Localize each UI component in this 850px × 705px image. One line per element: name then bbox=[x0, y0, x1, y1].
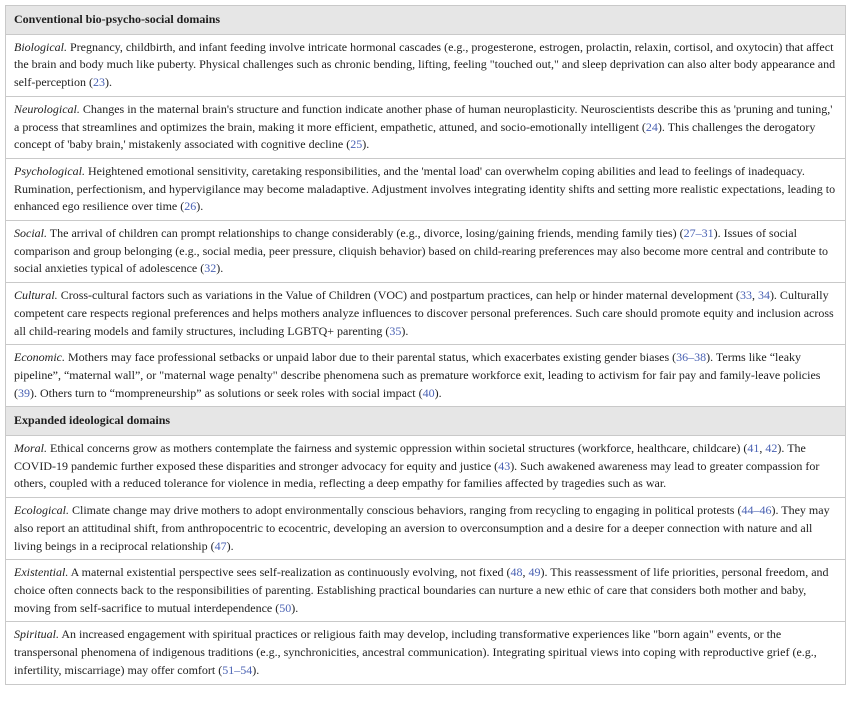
description-text: Mothers may face professional setbacks or unpaid labor due to their parental status, which exacerbates existing gender biases ( bbox=[64, 350, 677, 365]
domain-row bbox=[6, 498, 845, 560]
citation-link[interactable]: 40 bbox=[422, 385, 435, 400]
domain-description bbox=[14, 564, 837, 617]
description-text: , bbox=[759, 441, 766, 456]
citation-link[interactable]: 26 bbox=[184, 199, 197, 214]
domain-label: Social. bbox=[14, 226, 47, 241]
description-text: Heightened emotional sensitivity, caretaking responsibilities, and the 'mental load' can overwhelm coping abilities and lead to feelings of inadequacy. Rumination, perfectionism, and hypervigilance may become maladaptive. Adjustment involves integrating identity shifts and setting more realistic expectations, leading to enhanced ego resilience over time ( bbox=[14, 163, 836, 214]
domain-description bbox=[14, 349, 837, 402]
citation-link[interactable]: 42 bbox=[765, 441, 778, 456]
description-text: Pregnancy, childbirth, and infant feeding involve intricate hormonal cascades (e.g., progesterone, estrogen, prolactin, relaxin, cortisol, and oxytocin) that affect the brain and body much like puberty. Physical challenges such as chronic bending, lifting, feeling "touched out," and sleep deprivation can also alter body appearance and self-perception ( bbox=[14, 39, 836, 90]
description-text: ). Others turn to “mompreneurship” as solutions or seek roles with social impact ( bbox=[30, 385, 423, 400]
domain-label: Neurological. bbox=[14, 101, 80, 116]
citation-link[interactable]: 34 bbox=[757, 288, 770, 303]
description-text: ). The COVID-19 pandemic further exposed these disparities and stronger advocacy for equity and justice ( bbox=[14, 441, 806, 473]
domain-row bbox=[6, 283, 845, 345]
section-heading: Conventional bio-psycho-social domains bbox=[6, 6, 845, 35]
description-text: ). bbox=[362, 137, 370, 152]
citation-link[interactable]: 48 bbox=[510, 565, 523, 580]
domain-row bbox=[6, 159, 845, 221]
citation-link[interactable]: 50 bbox=[279, 600, 292, 615]
description-text: ). Culturally competent care respects regional preferences and helps mothers analyze influences to discover personal preferences. Such care should promote equity and inclusion across all child-rearing models and family structures, including LGBTQ+ parenting ( bbox=[14, 288, 834, 338]
citation-link[interactable]: 23 bbox=[92, 75, 105, 90]
citation-link[interactable]: 24 bbox=[645, 119, 658, 134]
description-text: ). bbox=[252, 662, 260, 677]
domain-row bbox=[6, 221, 845, 283]
domain-label: Ecological. bbox=[14, 503, 69, 518]
description-text: ). bbox=[104, 75, 112, 90]
domain-row bbox=[6, 436, 845, 498]
citation-link[interactable]: 47 bbox=[214, 538, 227, 553]
citation-link[interactable]: 39 bbox=[18, 385, 30, 400]
citation-link[interactable]: 43 bbox=[498, 458, 511, 473]
description-text: ). bbox=[216, 261, 224, 276]
description-text: Ethical concerns grow as mothers contemplate the fairness and systemic oppression within societal structures (workforce, healthcare, childcare) ( bbox=[47, 441, 748, 456]
citation-link[interactable]: 32 bbox=[204, 261, 217, 276]
citation-link[interactable]: 33 bbox=[739, 288, 752, 303]
domain-description bbox=[14, 626, 837, 679]
description-text: ). bbox=[434, 385, 442, 400]
description-text: ). bbox=[401, 323, 409, 338]
domain-label: Cultural. bbox=[14, 288, 58, 303]
description-text: ). Issues of social comparison and group belonging (e.g., social media, peer pressure, cliquish behavior) based on child-rearing preferences may also become more central and contribute to social anxieties typical of adolescence ( bbox=[14, 226, 829, 276]
description-text: Climate change may drive mothers to adopt environmentally conscious behaviors, ranging from recycling to engaging in political protests ( bbox=[68, 503, 742, 518]
domain-row bbox=[6, 345, 845, 407]
description-text: The arrival of children can prompt relationships to change considerably (e.g., divorce, losing/gaining friends, mending family ties) ( bbox=[47, 226, 684, 241]
domain-description bbox=[14, 287, 837, 340]
citation-link[interactable]: 41 bbox=[747, 441, 760, 456]
description-text: ). bbox=[226, 538, 234, 553]
citation-link[interactable]: 35 bbox=[389, 323, 402, 338]
domain-label: Psychological. bbox=[14, 163, 85, 178]
domain-description bbox=[14, 225, 837, 278]
domain-description bbox=[14, 440, 837, 493]
citation-link[interactable]: 51–54 bbox=[222, 662, 253, 677]
domains-table bbox=[5, 5, 846, 685]
citation-link[interactable]: 44–46 bbox=[741, 503, 772, 518]
description-text: ). Terms like “leaky pipeline”, “maternal wall”, or "maternal wage penalty" describe phenomena such as premature workforce exit, leading to activism for fair pay and family-leave policies ( bbox=[14, 350, 821, 400]
description-text: ). Such awakened awareness may lead to greater compassion for others, coupled with a reduced tolerance for violence in media, reflecting a deep empathy for families affected by tragedies such as war. bbox=[14, 458, 820, 491]
domain-label: Existential. bbox=[14, 565, 69, 580]
domain-row bbox=[6, 97, 845, 159]
description-text: ). They may also report an attitudinal shift, from anthropocentric to ecocentric, developing an aversion to overconsumption and a desire for a deeper connection with nature and all living beings in a reciprocal relationship ( bbox=[14, 503, 830, 553]
description-text: ). This challenges the derogatory concept of 'baby brain,' mistakenly associated with cognitive decline ( bbox=[14, 119, 816, 152]
description-text: ). bbox=[196, 199, 204, 214]
domain-label: Moral. bbox=[14, 441, 47, 456]
citation-link[interactable]: 25 bbox=[350, 137, 363, 152]
description-text: , bbox=[522, 565, 529, 580]
description-text: Changes in the maternal brain's structure and function indicate another phase of human neuroplasticity. Neuroscientists describe this as 'pruning and tuning,' a process that streamlines and optimizes the brain, making it more efficient, empathetic, attuned, and socio-emotionally intelligent ( bbox=[14, 101, 833, 134]
section-heading: Expanded ideological domains bbox=[6, 407, 845, 436]
domain-row bbox=[6, 560, 845, 622]
domain-description bbox=[14, 502, 837, 555]
description-text: , bbox=[751, 288, 758, 303]
domain-row bbox=[6, 622, 845, 684]
description-text: Cross-cultural factors such as variations in the Value of Children (VOC) and postpartum practices, can help or hinder maternal development ( bbox=[57, 288, 740, 303]
domain-label: Spiritual. bbox=[14, 627, 60, 642]
domain-row bbox=[6, 35, 845, 97]
citation-link[interactable]: 27–31 bbox=[683, 226, 714, 241]
citation-link[interactable]: 49 bbox=[528, 565, 541, 580]
domain-description bbox=[14, 163, 837, 216]
description-text: A maternal existential perspective sees self-realization as continuously evolving, not fixed ( bbox=[68, 565, 511, 580]
domain-description bbox=[14, 101, 837, 154]
description-text: An increased engagement with spiritual practices or religious faith may develop, including transformative experiences like "born again" events, or the transpersonal phenomena of indigenous traditions (e.g., synchronicities, ancestral communication). Integrating spiritual views into coping with reproductive grief (e.g., infertility, miscarriage) may offer comfort ( bbox=[14, 627, 817, 677]
domain-label: Biological. bbox=[14, 39, 67, 54]
domain-label: Economic. bbox=[14, 350, 65, 365]
description-text: ). bbox=[291, 600, 299, 615]
citation-link[interactable]: 36–38 bbox=[676, 350, 707, 365]
domain-description bbox=[14, 39, 837, 92]
description-text: ). This reassessment of life priorities, personal freedom, and choice often connects back to the responsibilities of parenting. Establishing practical boundaries can nurture a new ethic of care that considers both mother and baby, moving from self-sacrifice to mutual interdependence ( bbox=[14, 565, 829, 615]
